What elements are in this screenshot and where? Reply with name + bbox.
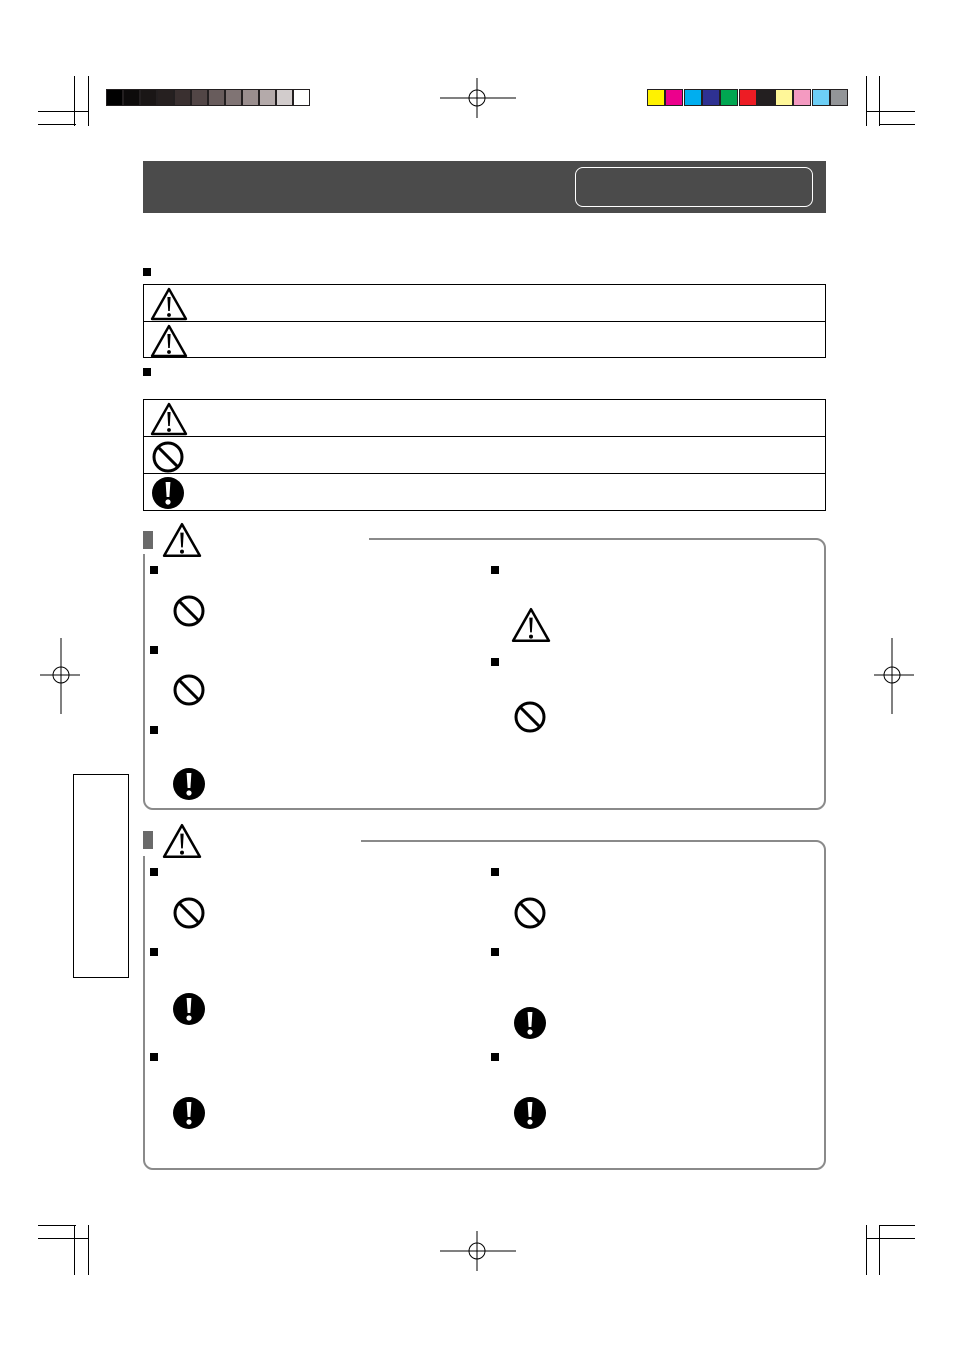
- warning-panel: [143, 538, 826, 810]
- color-swatch: [775, 89, 793, 106]
- registration-mark-left: [40, 638, 80, 714]
- gray-swatch: [259, 89, 276, 106]
- gray-swatch: [208, 89, 225, 106]
- gray-swatch: [225, 89, 242, 106]
- list-bullet: [150, 1053, 158, 1061]
- gray-swatch: [140, 89, 157, 106]
- registration-mark-top: [440, 78, 516, 118]
- mandatory-action-icon: [513, 1096, 547, 1130]
- color-swatch: [739, 89, 757, 106]
- color-swatch: [757, 89, 775, 106]
- warning-triangle-icon: [511, 607, 551, 643]
- list-bullet: [491, 1053, 499, 1061]
- panel-tab: [143, 831, 153, 849]
- table-row: [144, 473, 825, 511]
- color-swatch: [812, 89, 830, 106]
- gray-swatch: [293, 89, 310, 106]
- warning-triangle-icon: [162, 823, 202, 859]
- gray-swatch: [242, 89, 259, 106]
- list-bullet: [150, 868, 158, 876]
- panel-tab: [143, 531, 153, 549]
- prohibition-icon: [172, 896, 206, 930]
- signal-word-table: [143, 284, 826, 358]
- section-bullet: [143, 368, 151, 376]
- table-row: [144, 436, 825, 474]
- table-row: [144, 285, 825, 322]
- warning-triangle-icon: [162, 522, 202, 558]
- list-bullet: [150, 948, 158, 956]
- list-bullet: [150, 726, 158, 734]
- list-bullet: [491, 566, 499, 574]
- color-swatch: [684, 89, 702, 106]
- mandatory-action-icon: [172, 1096, 206, 1130]
- gray-swatch: [174, 89, 191, 106]
- list-bullet: [491, 868, 499, 876]
- prohibition-icon: [172, 594, 206, 628]
- color-swatch: [647, 89, 665, 106]
- list-bullet: [150, 566, 158, 574]
- list-bullet: [491, 948, 499, 956]
- warning-triangle-icon: [150, 287, 188, 321]
- gray-swatch: [157, 89, 174, 106]
- table-row: [144, 400, 825, 437]
- color-swatch: [702, 89, 720, 106]
- prohibition-icon: [151, 440, 185, 474]
- caution-panel: [143, 840, 826, 1170]
- list-bullet: [491, 658, 499, 666]
- mandatory-action-icon: [172, 992, 206, 1026]
- mandatory-action-icon: [172, 767, 206, 801]
- section-header-box: [575, 167, 813, 207]
- prohibition-icon: [172, 673, 206, 707]
- prohibition-icon: [513, 700, 547, 734]
- gray-swatch: [191, 89, 208, 106]
- symbol-table: [143, 399, 826, 511]
- warning-triangle-icon: [150, 324, 188, 358]
- registration-mark-right: [874, 638, 914, 714]
- prohibition-icon: [513, 896, 547, 930]
- mandatory-action-icon: [513, 1006, 547, 1040]
- warning-triangle-icon: [150, 402, 188, 436]
- color-swatch: [830, 89, 848, 106]
- gray-swatch: [123, 89, 140, 106]
- color-swatch: [793, 89, 811, 106]
- section-bullet: [143, 268, 151, 276]
- color-swatch: [720, 89, 738, 106]
- mandatory-action-icon: [151, 476, 185, 510]
- color-swatch: [665, 89, 683, 106]
- list-bullet: [150, 646, 158, 654]
- gray-swatch: [276, 89, 293, 106]
- table-row: [144, 321, 825, 358]
- gray-swatch: [106, 89, 123, 106]
- registration-mark-bottom: [440, 1231, 516, 1271]
- side-index-tab: [73, 774, 129, 978]
